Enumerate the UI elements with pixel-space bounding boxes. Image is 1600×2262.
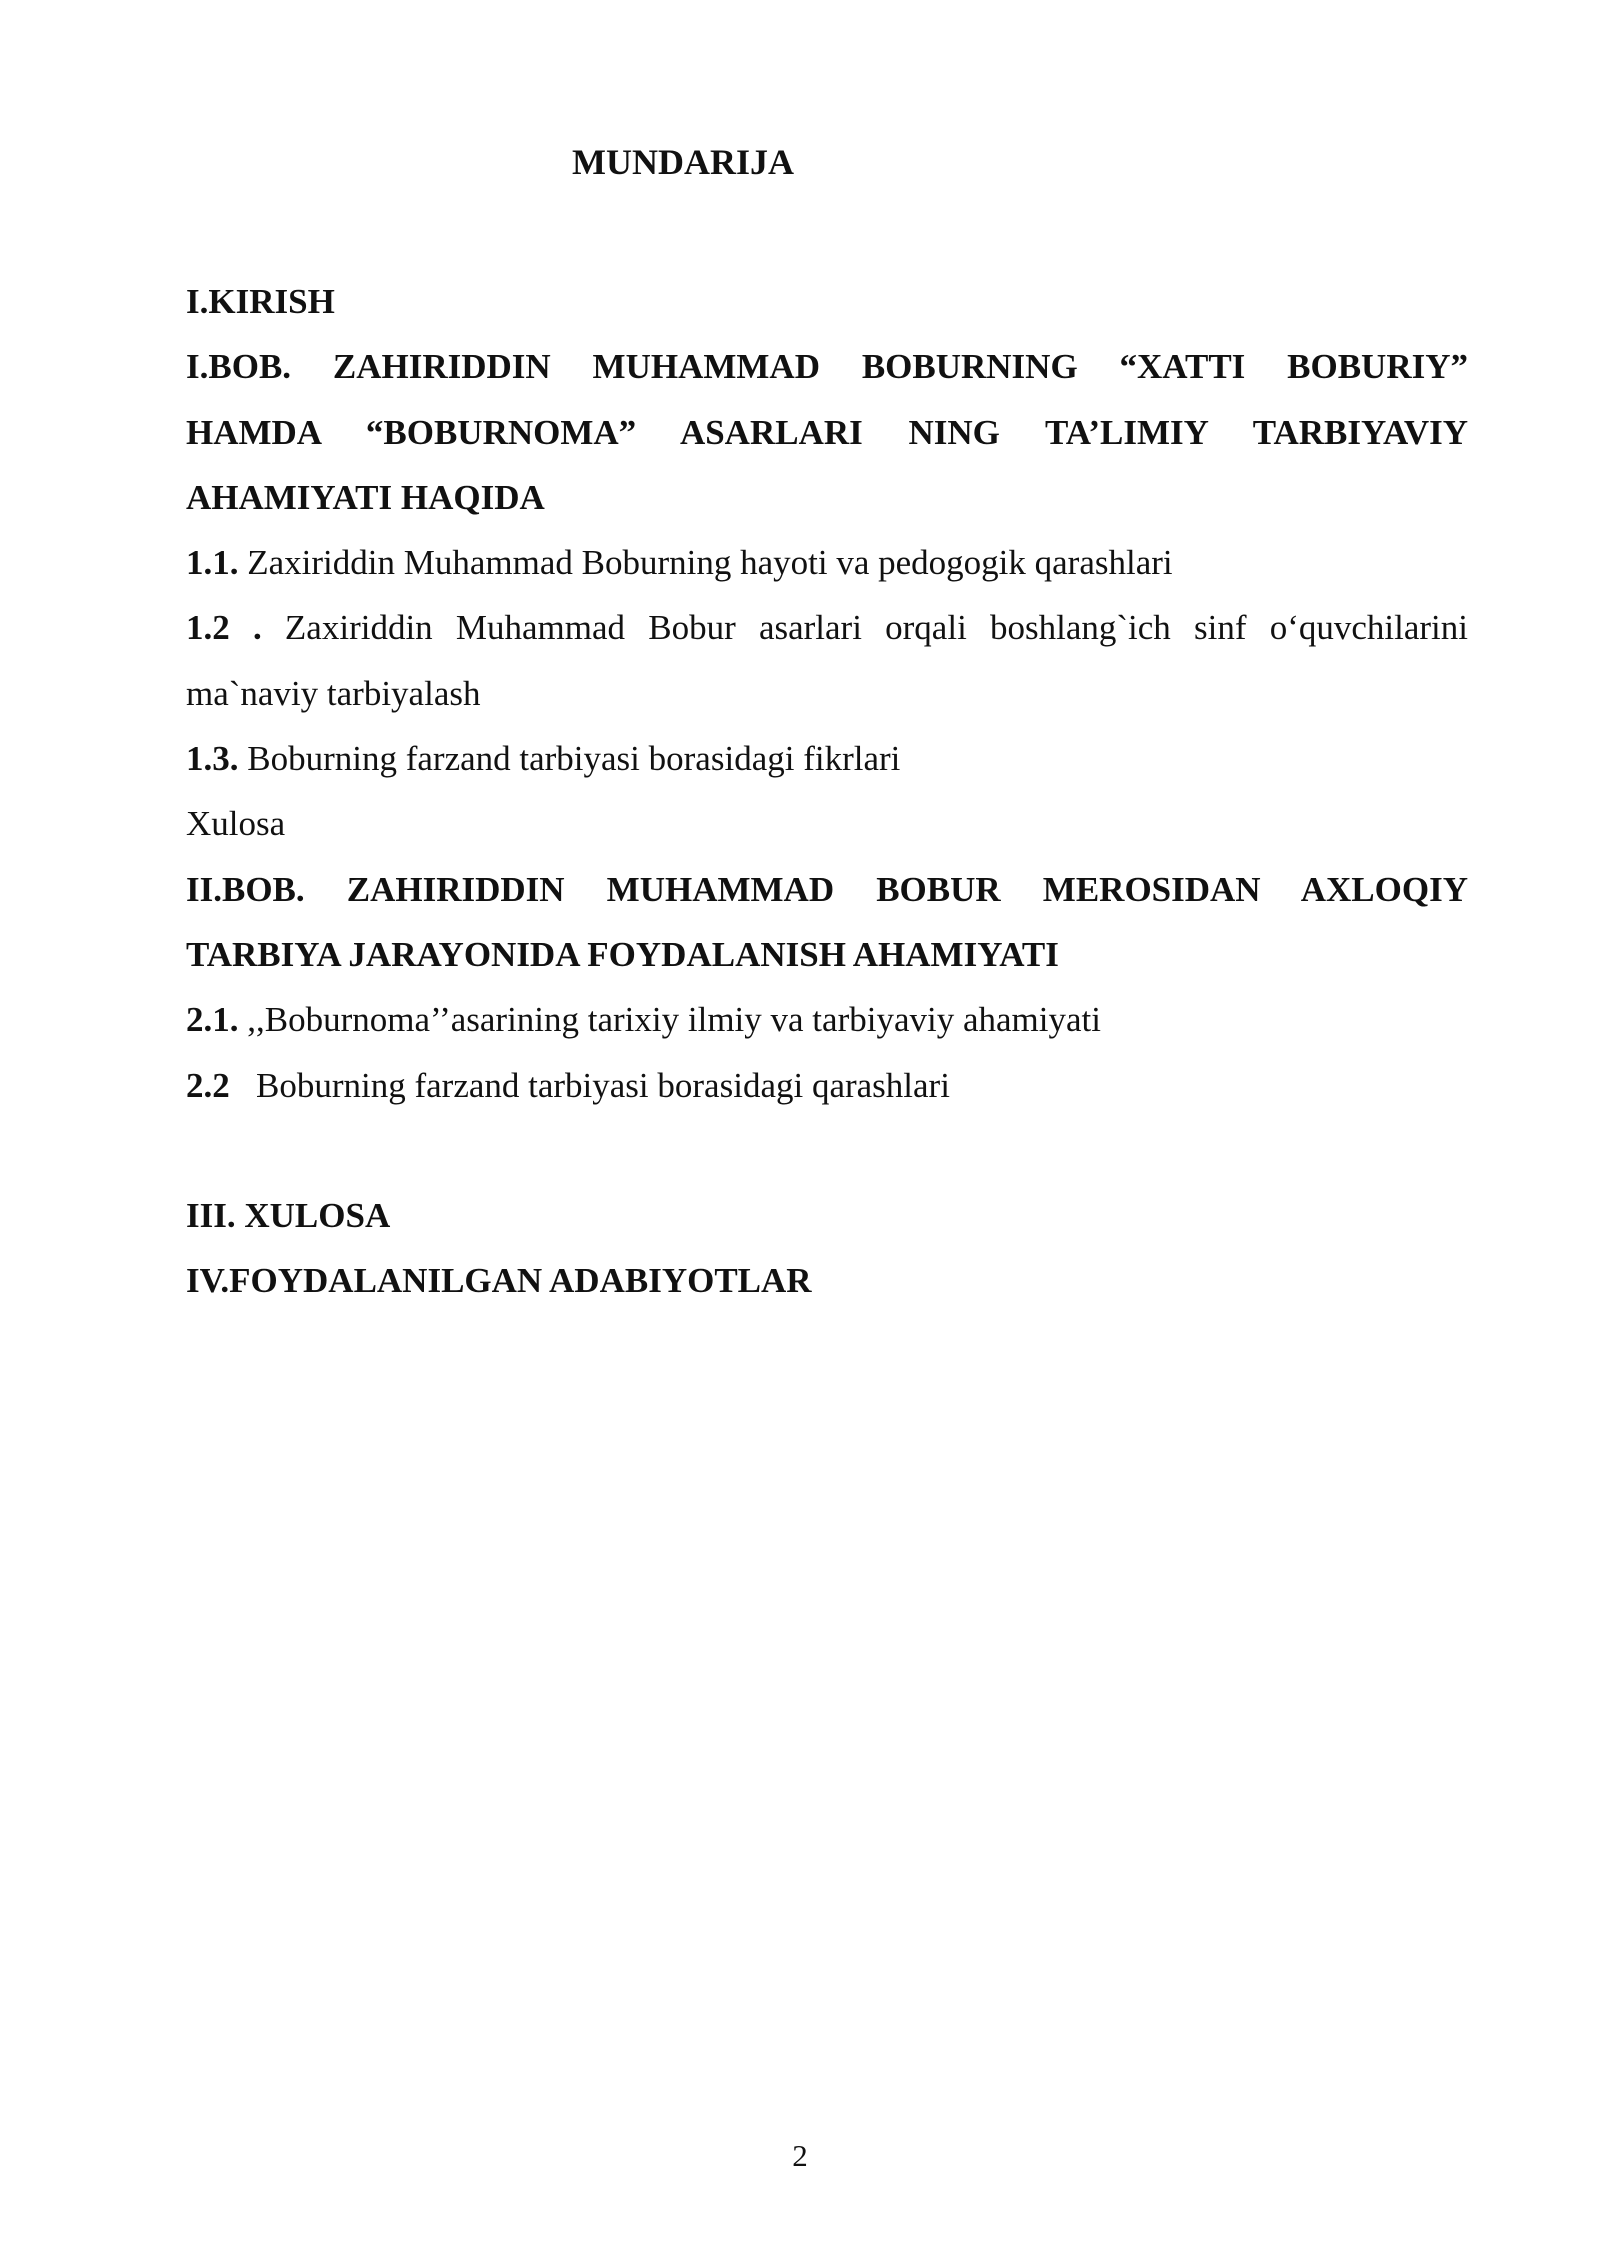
section-title: Zaxiriddin Muhammad Bobur asarlari orqali boshlang`ich sinf o‘quvchilarini xyxy=(261,608,1468,648)
section-number: 2.1. xyxy=(186,1000,239,1040)
toc-chapter-1-line-1: I.BOB. ZAHIRIDDIN MUHAMMAD BOBURNING “XATTI BOBURIY” xyxy=(186,347,1468,387)
page-number: 2 xyxy=(792,2138,808,2173)
toc-references: IV.FOYDALANILGAN ADABIYOTLAR xyxy=(186,1261,812,1301)
toc-section-2-2 xyxy=(186,1053,1468,1118)
toc-section-1-3 xyxy=(186,726,1468,791)
toc-conclusion: III. XULOSA xyxy=(186,1196,391,1236)
spacer xyxy=(186,1118,1468,1183)
toc-chapter-1-line-2: HAMDA “BOBURNOMA” ASARLARI NING TA’LIMIY TARBIYAVIY xyxy=(186,412,1468,452)
toc-chapter-1-conclusion: Xulosa xyxy=(186,804,286,844)
section-number: 1.1. xyxy=(186,543,239,583)
section-number: 1.2 . xyxy=(186,608,262,648)
section-title: Boburning farzand tarbiyasi borasidagi qarashlari xyxy=(229,1065,950,1105)
section-title: ,,Boburnoma’’asarining tarixiy ilmiy va tarbiyaviy ahamiyati xyxy=(238,1000,1101,1040)
toc-section-1-1 xyxy=(186,530,1468,595)
toc-chapter-1-line-3: AHAMIYATI HAQIDA xyxy=(186,477,545,517)
section-number: 1.3. xyxy=(186,739,239,779)
toc-introduction: I.KIRISH xyxy=(186,282,335,321)
toc-chapter-2-line-1: II.BOB. ZAHIRIDDIN MUHAMMAD BOBUR MEROSIDAN AXLOQIY xyxy=(186,869,1468,909)
page-title: MUNDARIJA xyxy=(572,142,794,182)
toc-section-1-2-continued: ma`naviy tarbiyalash xyxy=(186,673,481,713)
toc-chapter-2-line-2: TARBIYA JARAYONIDA FOYDALANISH AHAMIYATI xyxy=(186,934,1059,974)
section-title: Boburning farzand tarbiyasi borasidagi fikrlari xyxy=(238,739,901,779)
section-number: 2.2 xyxy=(186,1065,230,1105)
toc-section-2-1 xyxy=(186,987,1468,1052)
table-of-contents xyxy=(186,269,1468,1314)
section-title: Zaxiriddin Muhammad Boburning hayoti va pedogogik qarashlari xyxy=(238,543,1173,583)
toc-section-1-2 xyxy=(186,595,1468,660)
